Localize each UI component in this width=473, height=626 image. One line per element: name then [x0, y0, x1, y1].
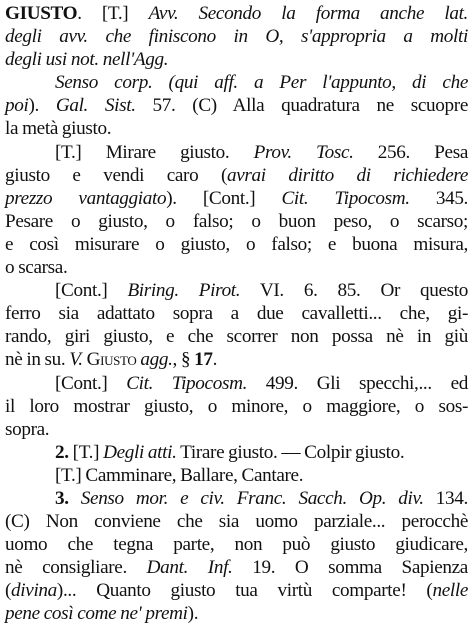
- text-segment: degli usi not. nell'Agg.: [5, 49, 169, 71]
- text-segment: Giusto: [86, 349, 137, 371]
- text-segment: Cit. Tipocosm.: [281, 187, 410, 209]
- text-segment: GIUSTO: [5, 3, 78, 24]
- text-line: [5, 94, 468, 117]
- text-line: [5, 464, 468, 487]
- text-segment: V.: [69, 349, 83, 371]
- text-segment: rando, giri giusto, e che scorrer non possa nè in giù: [5, 326, 468, 348]
- text-segment: agg.: [140, 349, 173, 371]
- text-segment: ferro sia adattato sopra a due cavalletti... che, gi-: [5, 303, 468, 325]
- text-segment: 2.: [55, 441, 69, 463]
- text-segment: )... Quanto giusto tua virtù comparte! (: [56, 580, 433, 602]
- text-segment: 256. Pesa: [353, 141, 468, 163]
- text-line: [5, 302, 468, 325]
- text-segment: prezzo vantaggiato: [5, 187, 167, 209]
- text-segment: Tirare giusto. — Colpir giusto.: [176, 441, 405, 463]
- text-segment: [69, 488, 81, 509]
- text-segment: Biring. Pirot.: [127, 280, 241, 302]
- text-segment: (C) Non conviene che sia uomo parziale... perocchè: [5, 511, 468, 533]
- text-segment: Senso mor. e civ. Franc. Sacch. Op. div.: [80, 487, 424, 509]
- text-segment: avrai diritto di richiedere: [227, 164, 468, 186]
- text-segment: .: [212, 349, 218, 371]
- text-segment: Cit. Tipocosm.: [126, 372, 248, 394]
- text-segment: [T.] Camminare, Ballare, Cantare.: [55, 464, 304, 486]
- text-line: [5, 418, 468, 441]
- text-segment: uomo che tegna parte, non può giusto giudicare,: [5, 534, 468, 556]
- text-line: [5, 2, 468, 25]
- text-line: [5, 210, 468, 233]
- text-segment: [Cont.]: [55, 372, 127, 394]
- text-segment: il loro mostrar giusto, o minore, o maggiore, o sos-: [5, 395, 468, 417]
- text-segment: pene così come ne' premi: [5, 603, 188, 625]
- text-segment: , §: [172, 349, 195, 371]
- text-segment: giusto e vendi caro (: [5, 164, 227, 186]
- text-segment: 499. Gli specchi,... ed: [247, 372, 468, 394]
- text-line: [5, 510, 468, 533]
- text-segment: [T.] Mirare giusto.: [55, 141, 254, 163]
- text-line: [5, 372, 468, 395]
- text-segment: 3.: [55, 487, 69, 509]
- text-segment: Gal. Sist.: [55, 95, 136, 117]
- text-segment: degli avv. che finiscono in O, s'appropria a molti: [5, 26, 468, 48]
- text-segment: nelle: [432, 580, 468, 602]
- text-segment: ).: [187, 603, 199, 625]
- text-segment: poi: [5, 95, 29, 117]
- text-segment: Dant. Inf.: [146, 557, 233, 579]
- text-segment: ).: [28, 95, 56, 117]
- text-segment: [T.]: [68, 441, 104, 463]
- text-segment: [Cont.]: [55, 280, 128, 302]
- text-line: [5, 325, 468, 348]
- text-segment: Degli atti.: [103, 441, 177, 463]
- text-line: [5, 533, 468, 556]
- text-line: [5, 487, 468, 510]
- text-segment: la metà giusto.: [5, 118, 112, 140]
- text-segment: 19. O somma Sapienza: [232, 557, 468, 579]
- text-line: [5, 256, 468, 279]
- text-segment: . [T.]: [77, 3, 149, 24]
- text-segment: nè consigliare.: [5, 557, 147, 579]
- text-line: [5, 395, 468, 418]
- text-line: [5, 71, 468, 94]
- text-line: [5, 279, 468, 302]
- text-line: [5, 579, 468, 602]
- text-line: [5, 233, 468, 256]
- text-segment: e così misurare o giusto, o falso; e buona misura,: [5, 233, 468, 255]
- text-line: [5, 164, 468, 187]
- text-line: [5, 348, 468, 371]
- text-segment: o scarsa.: [5, 257, 68, 279]
- text-segment: divina: [11, 580, 57, 602]
- text-segment: 345.: [409, 187, 469, 209]
- text-segment: (: [5, 580, 12, 602]
- text-line: [5, 556, 468, 579]
- text-line: [5, 117, 468, 140]
- text-line: [5, 48, 468, 71]
- text-segment: Pesare o giusto, o falso; o buon peso, o scarso;: [5, 210, 468, 232]
- text-segment: Prov. Tosc.: [253, 141, 354, 163]
- text-segment: Avv. Secondo la forma anche lat.: [148, 3, 468, 24]
- text-segment: 17: [194, 349, 213, 371]
- text-segment: sopra.: [5, 418, 50, 440]
- text-segment: VI. 6. 85. Or questo: [240, 280, 468, 302]
- text-line: [5, 187, 468, 210]
- text-segment: Senso corp. (qui aff. a Per l'appunto, di che: [55, 72, 468, 94]
- text-segment: nè in su.: [5, 349, 70, 371]
- text-line: [5, 25, 468, 48]
- text-segment: 134.: [423, 487, 468, 509]
- text-line: [5, 441, 468, 464]
- text-line: [5, 602, 468, 625]
- text-segment: ). [Cont.]: [166, 187, 282, 209]
- text-segment: 57. (C) Alla quadratura ne scuopre: [135, 95, 468, 117]
- text-line: [5, 141, 468, 164]
